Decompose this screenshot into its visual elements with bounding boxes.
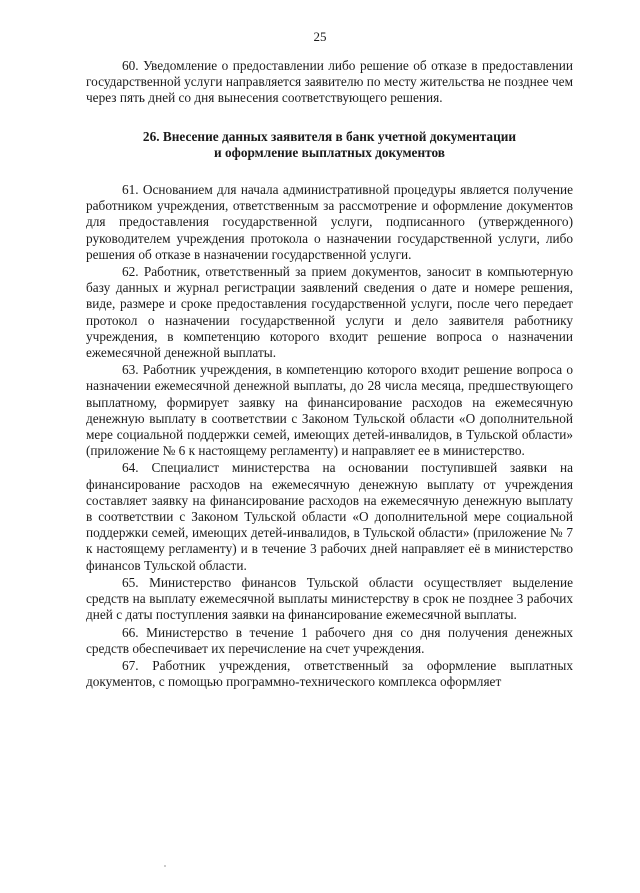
paragraph-60: 60. Уведомление о предоставлении либо решение об отказе в предоставлении государственной услуги направляется заявителю по месту жительства не позднее чем через пять дней со дня вынесения соответствующего решения. (86, 58, 573, 106)
document-body (86, 58, 573, 691)
section-heading-line-2: и оформление выплатных документов (214, 144, 445, 160)
paragraph-67: 67. Работник учреждения, ответственный за оформление выплатных документов, с помощью программно-технического комплекса оформляет (86, 657, 573, 690)
section-heading (86, 129, 573, 161)
scan-speck (164, 865, 166, 867)
paragraph-63: 63. Работник учреждения, в компетенцию которого входит решение вопроса о назначении ежемесячной денежной выплаты, до 28 числа месяца, предшествующего выплатному, формирует заявку на финансирование расходов на ежемесячную денежную выплату в соответствии с Законом Тульской области «О дополнительной мере социальной поддержки семей, имеющих детей-инвалидов, в Тульской области» (приложение № 6 к настоящему регламенту) и направляет ее в министерство. (86, 362, 573, 459)
paragraph-64: 64. Специалист министерства на основании поступившей заявки на финансирование расходов на ежемесячную денежную выплату от учреждения составляет заявку на финансирование расходов на ежемесячную денежную выплату в соответствии с Законом Тульской области «О дополнительной мере социальной поддержки семей, имеющих детей-инвалидов, в Тульской области» (приложение № 7 к настоящему регламенту) и в течение 3 рабочих дней направляет её в министерство финансов Тульской области. (86, 460, 573, 573)
paragraph-66: 66. Министерство в течение 1 рабочего дня со дня получения денежных средств обеспечивает их перечисление на счет учреждения. (86, 624, 573, 656)
section-heading-line-1: 26. Внесение данных заявителя в банк учетной документации (142, 128, 517, 144)
page-number: 25 (313, 29, 327, 44)
paragraph-62: 62. Работник, ответственный за прием документов, заносит в компьютерную базу данных и журнал регистрации заявлений сведения о дате и номере решения, виде, размере и сроке предоставления государственной услуги, после чего передает протокол о назначении государственной услуги и дело заявителя работнику учреждения, в компетенцию которого входит решение вопроса о назначении ежемесячной денежной выплаты. (86, 264, 573, 361)
paragraph-65: 65. Министерство финансов Тульской области осуществляет выделение средств на выплату ежемесячной выплаты министерству в срок не позднее 3 рабочих дней с даты поступления заявки на финансирование ежемесячной выплаты. (86, 574, 573, 623)
paragraph-61: 61. Основанием для начала административной процедуры является получение работником учреждения, ответственным за рассмотрение и оформление документов для предоставления государственной услуги, подписанного (утвержденного) руководителем учреждения протокола о назначении государственной услуги, либо решения об отказе в назначении государственной услуги. (86, 182, 573, 262)
